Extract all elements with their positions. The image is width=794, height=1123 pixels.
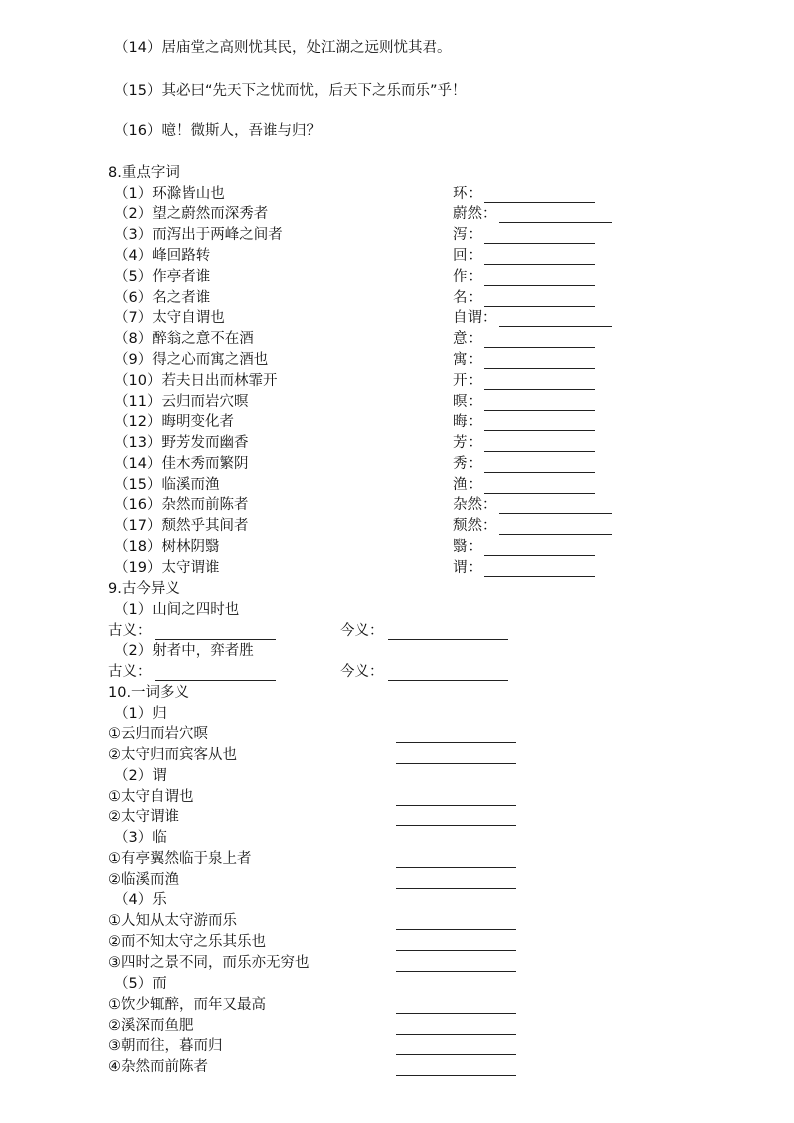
answer-key-label: 自谓： bbox=[453, 310, 497, 326]
answer-blank[interactable] bbox=[484, 368, 595, 369]
answer-blank[interactable] bbox=[396, 867, 516, 868]
answer-blank[interactable] bbox=[499, 534, 612, 535]
question-item: （10）若夫日出而林霏开 bbox=[114, 373, 278, 389]
answer-blank[interactable] bbox=[396, 1034, 516, 1035]
word-group-header: （1）归 bbox=[114, 706, 167, 722]
answer-blank[interactable] bbox=[499, 326, 612, 327]
question-item: （6）名之者谁 bbox=[114, 290, 211, 306]
answer-blank[interactable] bbox=[396, 742, 516, 743]
word-group-header: （4）乐 bbox=[114, 892, 167, 908]
sentence-item: ③朝而往，暮而归 bbox=[108, 1038, 223, 1054]
answer-key-label: 芳： bbox=[453, 435, 482, 451]
answer-blank[interactable] bbox=[484, 555, 595, 556]
answer-blank[interactable] bbox=[396, 971, 516, 972]
question-item: （3）而泻出于两峰之间者 bbox=[114, 227, 283, 243]
section-title: 10.一词多义 bbox=[108, 685, 190, 701]
answer-blank[interactable] bbox=[396, 763, 516, 764]
answer-key-label: 开： bbox=[453, 373, 482, 389]
modern-meaning-label: 今义： bbox=[340, 664, 384, 680]
answer-blank[interactable] bbox=[396, 805, 516, 806]
answer-key-label: 泻： bbox=[453, 227, 482, 243]
modern-meaning-label: 今义： bbox=[340, 623, 384, 639]
sentence-item: ②临溪而渔 bbox=[108, 872, 179, 888]
recitation-line: （15）其必曰“先天下之忧而忧，后天下之乐而乐”乎！ bbox=[114, 83, 467, 99]
answer-blank[interactable] bbox=[396, 950, 516, 951]
answer-key-label: 秀： bbox=[453, 456, 482, 472]
answer-blank[interactable] bbox=[396, 1054, 516, 1055]
question-item: （18）树林阴翳 bbox=[114, 539, 220, 555]
answer-key-label: 暝： bbox=[453, 394, 482, 410]
answer-blank[interactable] bbox=[484, 410, 595, 411]
answer-key-label: 翳： bbox=[453, 539, 482, 555]
answer-blank[interactable] bbox=[484, 264, 595, 265]
question-item: （11）云归而岩穴暝 bbox=[114, 394, 249, 410]
question-item: （1）山间之四时也 bbox=[114, 602, 240, 618]
question-item: （1）环滁皆山也 bbox=[114, 186, 225, 202]
answer-key-label: 环： bbox=[453, 186, 482, 202]
answer-blank[interactable] bbox=[484, 430, 595, 431]
answer-key-label: 名： bbox=[453, 290, 482, 306]
answer-blank[interactable] bbox=[484, 243, 595, 244]
answer-blank[interactable] bbox=[484, 451, 595, 452]
question-item: （13）野芳发而幽香 bbox=[114, 435, 249, 451]
word-group-header: （3）临 bbox=[114, 830, 167, 846]
ancient-meaning-label: 古义： bbox=[108, 623, 152, 639]
sentence-item: ①饮少辄醉，而年又最高 bbox=[108, 997, 266, 1013]
sentence-item: ④杂然而前陈者 bbox=[108, 1059, 208, 1075]
answer-blank[interactable] bbox=[484, 389, 595, 390]
question-item: （16）杂然而前陈者 bbox=[114, 497, 249, 513]
answer-blank[interactable] bbox=[484, 472, 595, 473]
answer-blank[interactable] bbox=[396, 1013, 516, 1014]
answer-key-label: 回： bbox=[453, 248, 482, 264]
question-item: （8）醉翁之意不在酒 bbox=[114, 331, 254, 347]
answer-blank[interactable] bbox=[396, 929, 516, 930]
question-item: （17）颓然乎其间者 bbox=[114, 518, 249, 534]
answer-blank[interactable] bbox=[484, 306, 595, 307]
modern-meaning-blank[interactable] bbox=[388, 639, 508, 640]
question-item: （9）得之心而寓之酒也 bbox=[114, 352, 269, 368]
sentence-item: ①有亭翼然临于泉上者 bbox=[108, 851, 252, 867]
sentence-item: ②太守归而宾客从也 bbox=[108, 747, 237, 763]
answer-blank[interactable] bbox=[484, 285, 595, 286]
question-item: （12）晦明变化者 bbox=[114, 414, 234, 430]
question-item: （4）峰回路转 bbox=[114, 248, 211, 264]
answer-key-label: 晦： bbox=[453, 414, 482, 430]
answer-blank[interactable] bbox=[499, 513, 612, 514]
answer-key-label: 杂然： bbox=[453, 497, 497, 513]
recitation-line: （14）居庙堂之高则忧其民，处江湖之远则忧其君。 bbox=[114, 40, 452, 56]
question-item: （2）射者中，弈者胜 bbox=[114, 643, 254, 659]
answer-blank[interactable] bbox=[499, 222, 612, 223]
answer-key-label: 蔚然： bbox=[453, 206, 497, 222]
answer-blank[interactable] bbox=[396, 825, 516, 826]
section-title: 8.重点字词 bbox=[108, 165, 180, 181]
question-item: （2）望之蔚然而深秀者 bbox=[114, 206, 269, 222]
sentence-item: ②溪深而鱼肥 bbox=[108, 1018, 194, 1034]
answer-blank[interactable] bbox=[484, 493, 595, 494]
modern-meaning-blank[interactable] bbox=[388, 680, 508, 681]
word-group-header: （2）谓 bbox=[114, 768, 167, 784]
recitation-line: （16）噫！微斯人，吾谁与归？ bbox=[114, 123, 321, 139]
answer-key-label: 谓： bbox=[453, 560, 482, 576]
answer-blank[interactable] bbox=[396, 1075, 516, 1076]
question-item: （15）临溪而渔 bbox=[114, 477, 220, 493]
sentence-item: ②太守谓谁 bbox=[108, 809, 179, 825]
answer-key-label: 寓： bbox=[453, 352, 482, 368]
question-item: （5）作亭者谁 bbox=[114, 269, 211, 285]
sentence-item: ①人知从太守游而乐 bbox=[108, 913, 237, 929]
ancient-meaning-blank[interactable] bbox=[155, 680, 276, 681]
ancient-meaning-label: 古义： bbox=[108, 664, 152, 680]
answer-key-label: 意： bbox=[453, 331, 482, 347]
question-item: （14）佳木秀而繁阴 bbox=[114, 456, 249, 472]
answer-blank[interactable] bbox=[396, 888, 516, 889]
section-title: 9.古今异义 bbox=[108, 581, 180, 597]
answer-key-label: 作： bbox=[453, 269, 482, 285]
sentence-item: ①太守自谓也 bbox=[108, 789, 194, 805]
answer-blank[interactable] bbox=[484, 576, 595, 577]
answer-key-label: 颓然： bbox=[453, 518, 497, 534]
sentence-item: ②而不知太守之乐其乐也 bbox=[108, 934, 266, 950]
ancient-meaning-blank[interactable] bbox=[155, 639, 276, 640]
question-item: （7）太守自谓也 bbox=[114, 310, 225, 326]
answer-blank[interactable] bbox=[484, 202, 595, 203]
word-group-header: （5）而 bbox=[114, 976, 167, 992]
sentence-item: ③四时之景不同，而乐亦无穷也 bbox=[108, 955, 310, 971]
sentence-item: ①云归而岩穴暝 bbox=[108, 726, 208, 742]
answer-key-label: 渔： bbox=[453, 477, 482, 493]
question-item: （19）太守谓谁 bbox=[114, 560, 220, 576]
answer-blank[interactable] bbox=[484, 347, 595, 348]
